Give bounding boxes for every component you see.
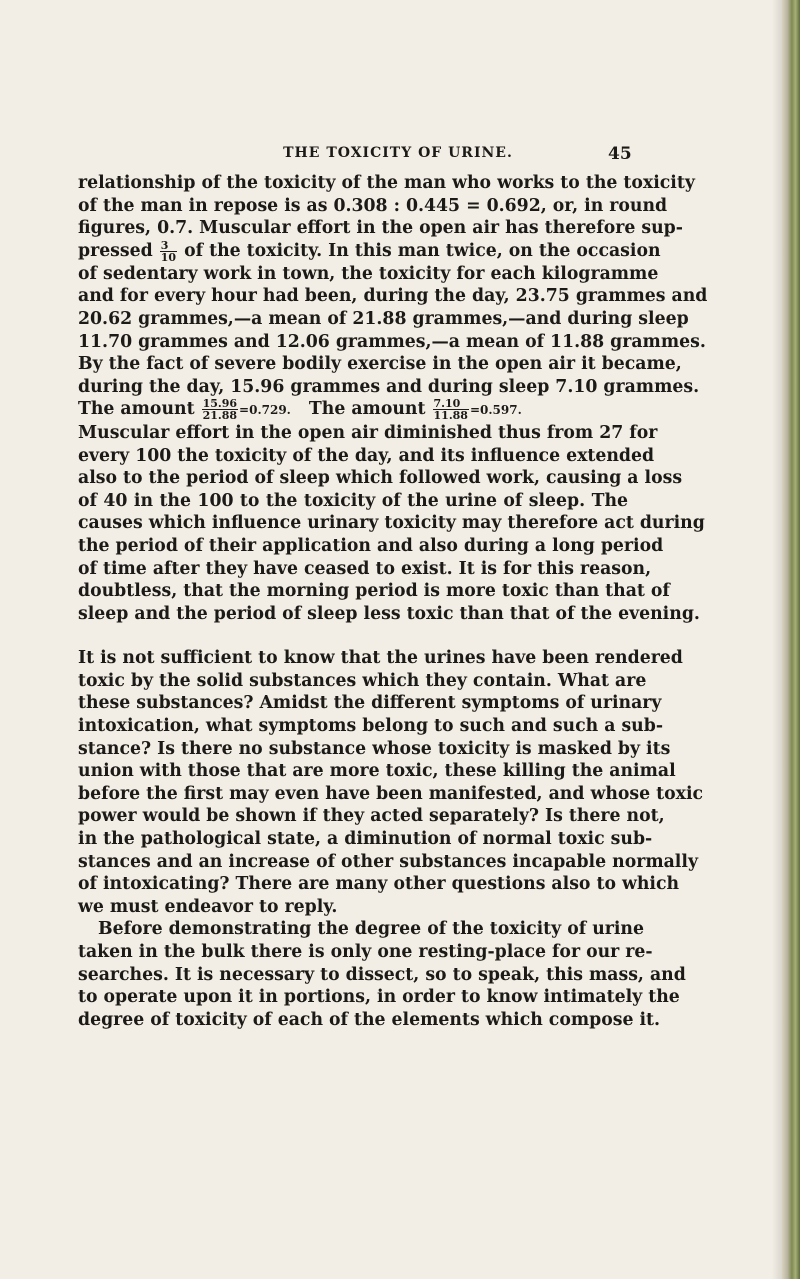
text-line: also to the period of sleep which followed work, causing a loss — [78, 468, 683, 489]
text-line: of the man in repose is as 0.308 : 0.445 = 0.692, or, in round — [78, 195, 668, 216]
paragraph-2 — [78, 647, 704, 918]
text-line: intoxication, what symptoms belong to such and such a sub- — [78, 716, 663, 737]
fraction-numerator: 15.96 — [202, 397, 238, 411]
text-fragment: The amount — [78, 399, 195, 420]
fraction-sleep-ratio — [433, 398, 469, 421]
text-line: 11.70 grammes and 12.06 grammes,—a mean of 11.88 grammes. — [78, 331, 706, 352]
book-edge-strip — [782, 0, 800, 1279]
text-line: relationship of the toxicity of the man who works to the toxicity — [78, 173, 695, 193]
text-line: union with those that are more toxic, these killing the animal — [78, 761, 676, 782]
text-line: It is not sufficient to know that the urines have been rendered — [78, 648, 683, 669]
text-line: By the fact of severe bodily exercise in the open air it became, — [78, 354, 682, 375]
text-line: the period of their application and also during a long period — [78, 535, 664, 556]
fraction-denominator: 11.88 — [433, 409, 468, 423]
text-line: doubtless, that the morning period is more toxic than that of — [78, 581, 670, 602]
text-line: stance? Is there no substance whose toxicity is masked by its — [78, 738, 671, 759]
text-line: to operate upon it in portions, in order to know intimately the — [78, 987, 680, 1008]
text-line: before the first may even have been manifested, and whose toxic — [78, 783, 704, 804]
page-number: 45 — [608, 144, 632, 164]
text-line: of time after they have ceased to exist. It is for this reason, — [78, 558, 652, 579]
text-line: of intoxicating? There are many other questions also to which — [78, 874, 680, 895]
fraction-result: =0.597. — [469, 403, 522, 418]
text-line: power would be shown if they acted separately? Is there not, — [78, 806, 665, 827]
text-line-with-fraction — [78, 238, 661, 264]
fraction-day-ratio — [202, 398, 238, 421]
fraction-result: =0.729. — [239, 403, 291, 418]
text-line: searches. It is necessary to dissect, so to speak, this mass, and — [78, 964, 686, 985]
text-fragment: pressed — [78, 240, 153, 261]
paragraph-3 — [78, 918, 686, 1031]
text-line: sleep and the period of sleep less toxic than that of the evening. — [78, 603, 700, 624]
text-line: 20.62 grammes,—a mean of 21.88 grammes,—and during sleep — [78, 308, 689, 329]
fraction-three-tenths — [160, 240, 177, 263]
text-line: toxic by the solid substances which they contain. What are — [78, 670, 647, 691]
text-line: stances and an increase of other substances incapable normally — [78, 851, 698, 872]
page-gutter-shadow — [772, 0, 782, 1279]
fraction-denominator: 10 — [160, 250, 177, 264]
paragraph-1 — [78, 172, 708, 625]
text-line: of 40 in the 100 to the toxicity of the urine of sleep. The — [78, 490, 628, 511]
text-line: taken in the bulk there is only one resting-place for our re- — [78, 942, 653, 962]
text-line: in the pathological state, a diminution of normal toxic sub- — [78, 829, 653, 850]
fraction-denominator: 21.88 — [202, 409, 238, 423]
paragraph-spacer — [78, 625, 628, 647]
text-fragment: The amount — [308, 399, 426, 420]
text-line-with-fractions — [78, 398, 628, 422]
text-line: every 100 the toxicity of the day, and its influence extended — [78, 445, 655, 466]
text-fragment: of the toxicity. In this man twice, on the occasion — [184, 240, 661, 261]
text-line: Before demonstrating the degree of the toxicity of urine — [98, 919, 644, 940]
text-line: causes which influence urinary toxicity may therefore act during — [78, 513, 705, 534]
fraction-numerator: 7.10 — [433, 398, 469, 410]
text-line: these substances? Amidst the different symptoms of urinary — [78, 693, 662, 714]
text-line: during the day, 15.96 grammes and during sleep 7.10 grammes. — [78, 376, 700, 397]
text-line: and for every hour had been, during the day, 23.75 grammes and — [78, 286, 708, 307]
running-head: THE TOXICITY OF URINE. — [283, 145, 513, 161]
text-line: we must endeavor to reply. — [78, 896, 338, 917]
text-line: degree of toxicity of each of the elements which compose it. — [78, 1009, 661, 1030]
text-line: figures, 0.7. Muscular effort in the open air has therefore sup- — [78, 218, 683, 239]
fraction-numerator: 3 — [160, 240, 177, 252]
text-line: Muscular effort in the open air diminished thus from 27 for — [78, 422, 658, 443]
text-line: of sedentary work in town, the toxicity for each kilogramme — [78, 263, 659, 284]
body-text — [78, 172, 708, 1031]
